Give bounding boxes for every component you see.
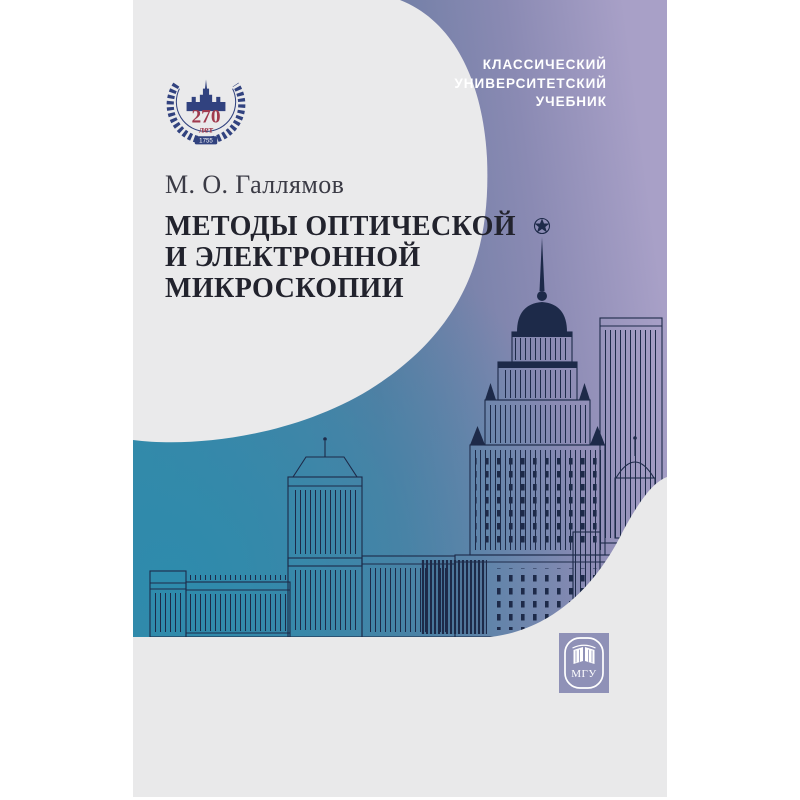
book-title-line: МЕТОДЫ ОПТИЧЕСКОЙ [165, 211, 516, 242]
book-title-line: И ЭЛЕКТРОННОЙ [165, 242, 421, 273]
open-book-icon [573, 645, 596, 664]
series-badge-line: УНИВЕРСИТЕТСКИЙ [454, 75, 607, 91]
publisher-logo-art [559, 633, 609, 693]
emblem-number: 270 [191, 106, 221, 128]
emblem-year: 1755 [199, 137, 213, 145]
publisher-logo [559, 633, 609, 693]
book-title [165, 211, 516, 304]
author-name: М. О. Галлямов [165, 170, 345, 199]
series-badge-line: УЧЕБНИК [535, 94, 607, 109]
publisher-abbr: МГУ [571, 668, 597, 680]
series-badge [454, 56, 607, 112]
series-badge-line: КЛАССИЧЕСКИЙ [482, 57, 607, 72]
book-title-line: МИКРОСКОПИИ [165, 273, 404, 304]
msu-270-anniversary-emblem [160, 58, 252, 150]
book-cover [133, 0, 667, 797]
emblem-unit: лет [198, 124, 214, 136]
